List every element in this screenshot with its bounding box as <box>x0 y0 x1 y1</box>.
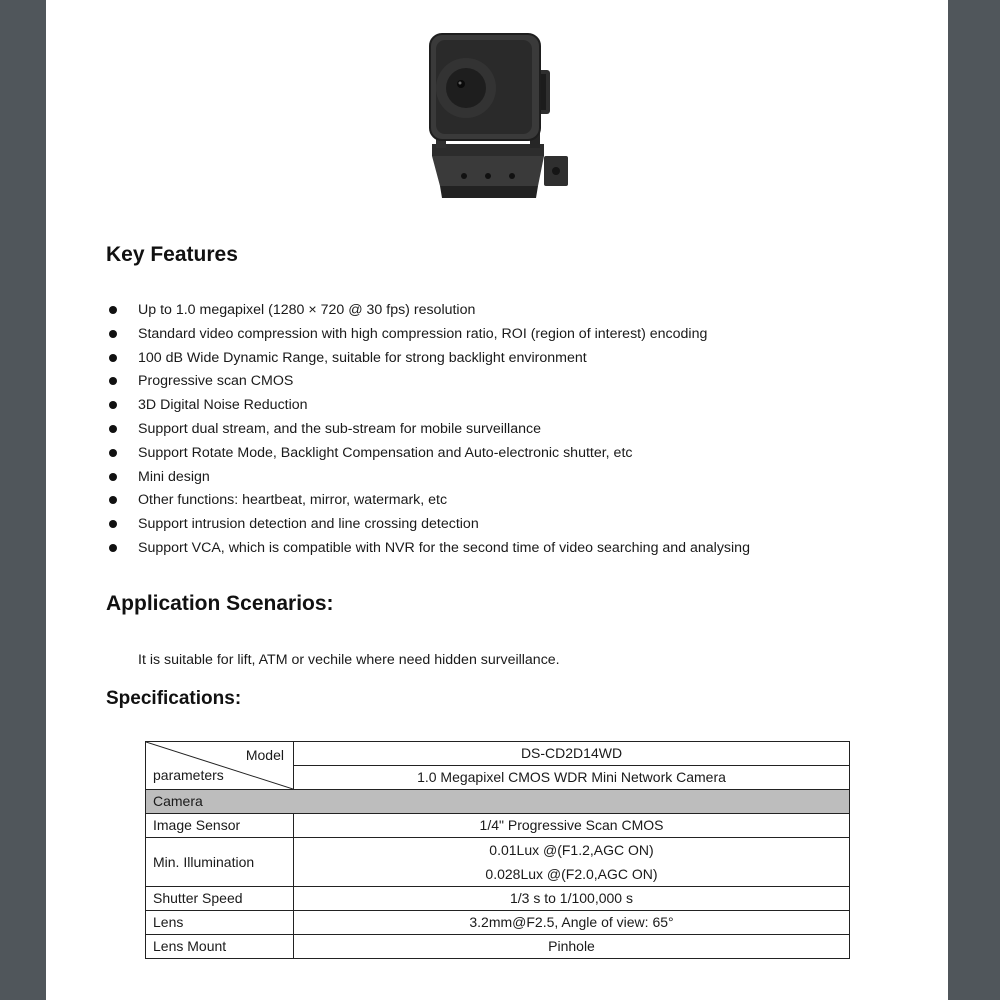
illumination-value-2: 0.028Lux @(F2.0,AGC ON) <box>485 866 658 882</box>
list-item: Mini design <box>106 467 750 491</box>
list-item: 3D Digital Noise Reduction <box>106 395 750 419</box>
table-row <box>146 814 850 838</box>
table-row <box>146 742 850 766</box>
section-label: Camera <box>146 790 850 814</box>
list-item: Up to 1.0 megapixel (1280 × 720 @ 30 fps) resolution <box>106 300 750 324</box>
key-features-list <box>106 300 750 562</box>
application-scenarios-heading: Application Scenarios: <box>106 592 334 615</box>
row-label: Min. Illumination <box>146 838 294 887</box>
row-value <box>294 838 850 887</box>
model-value: DS-CD2D14WD <box>294 742 850 766</box>
specifications-heading: Specifications: <box>106 688 242 709</box>
bullet-icon <box>109 425 117 433</box>
table-row <box>146 838 850 887</box>
list-item: Support VCA, which is compatible with NVR for the second time of video searching and analysing <box>106 538 750 562</box>
section-row <box>146 790 850 814</box>
list-item: Progressive scan CMOS <box>106 371 750 395</box>
bullet-icon <box>109 496 117 504</box>
parameters-label: parameters <box>153 767 224 783</box>
document-page <box>46 0 948 1000</box>
bullet-icon <box>109 520 117 528</box>
specifications-table <box>145 741 850 959</box>
list-item: Support Rotate Mode, Backlight Compensation and Auto-electronic shutter, etc <box>106 443 750 467</box>
row-value: 3.2mm@F2.5, Angle of view: 65° <box>294 911 850 935</box>
camera-product-image <box>424 26 570 206</box>
list-item: 100 dB Wide Dynamic Range, suitable for strong backlight environment <box>106 348 750 372</box>
row-value: 1/4" Progressive Scan CMOS <box>294 814 850 838</box>
bullet-icon <box>109 306 117 314</box>
application-text: It is suitable for lift, ATM or vechile where need hidden surveillance. <box>138 652 560 668</box>
bullet-icon <box>109 401 117 409</box>
bullet-icon <box>109 449 117 457</box>
model-label: Model <box>245 747 284 763</box>
row-value: Pinhole <box>294 935 850 959</box>
bullet-icon <box>109 544 117 552</box>
bullet-icon <box>109 377 117 385</box>
row-value: 1/3 s to 1/100,000 s <box>294 887 850 911</box>
bullet-icon <box>109 473 117 481</box>
bullet-icon <box>109 354 117 362</box>
table-row <box>146 911 850 935</box>
key-features-heading: Key Features <box>106 243 238 266</box>
row-label: Image Sensor <box>146 814 294 838</box>
list-item: Standard video compression with high compression ratio, ROI (region of interest) encoding <box>106 324 750 348</box>
list-item: Support intrusion detection and line crossing detection <box>106 514 750 538</box>
header-diagonal-cell <box>146 742 294 790</box>
row-label: Lens Mount <box>146 935 294 959</box>
list-item: Other functions: heartbeat, mirror, watermark, etc <box>106 490 750 514</box>
illumination-value-1: 0.01Lux @(F1.2,AGC ON) <box>489 842 654 858</box>
table-row <box>146 887 850 911</box>
table-row <box>146 935 850 959</box>
list-item: Support dual stream, and the sub-stream for mobile surveillance <box>106 419 750 443</box>
bullet-icon <box>109 330 117 338</box>
model-description: 1.0 Megapixel CMOS WDR Mini Network Camera <box>294 766 850 790</box>
row-label: Shutter Speed <box>146 887 294 911</box>
row-label: Lens <box>146 911 294 935</box>
